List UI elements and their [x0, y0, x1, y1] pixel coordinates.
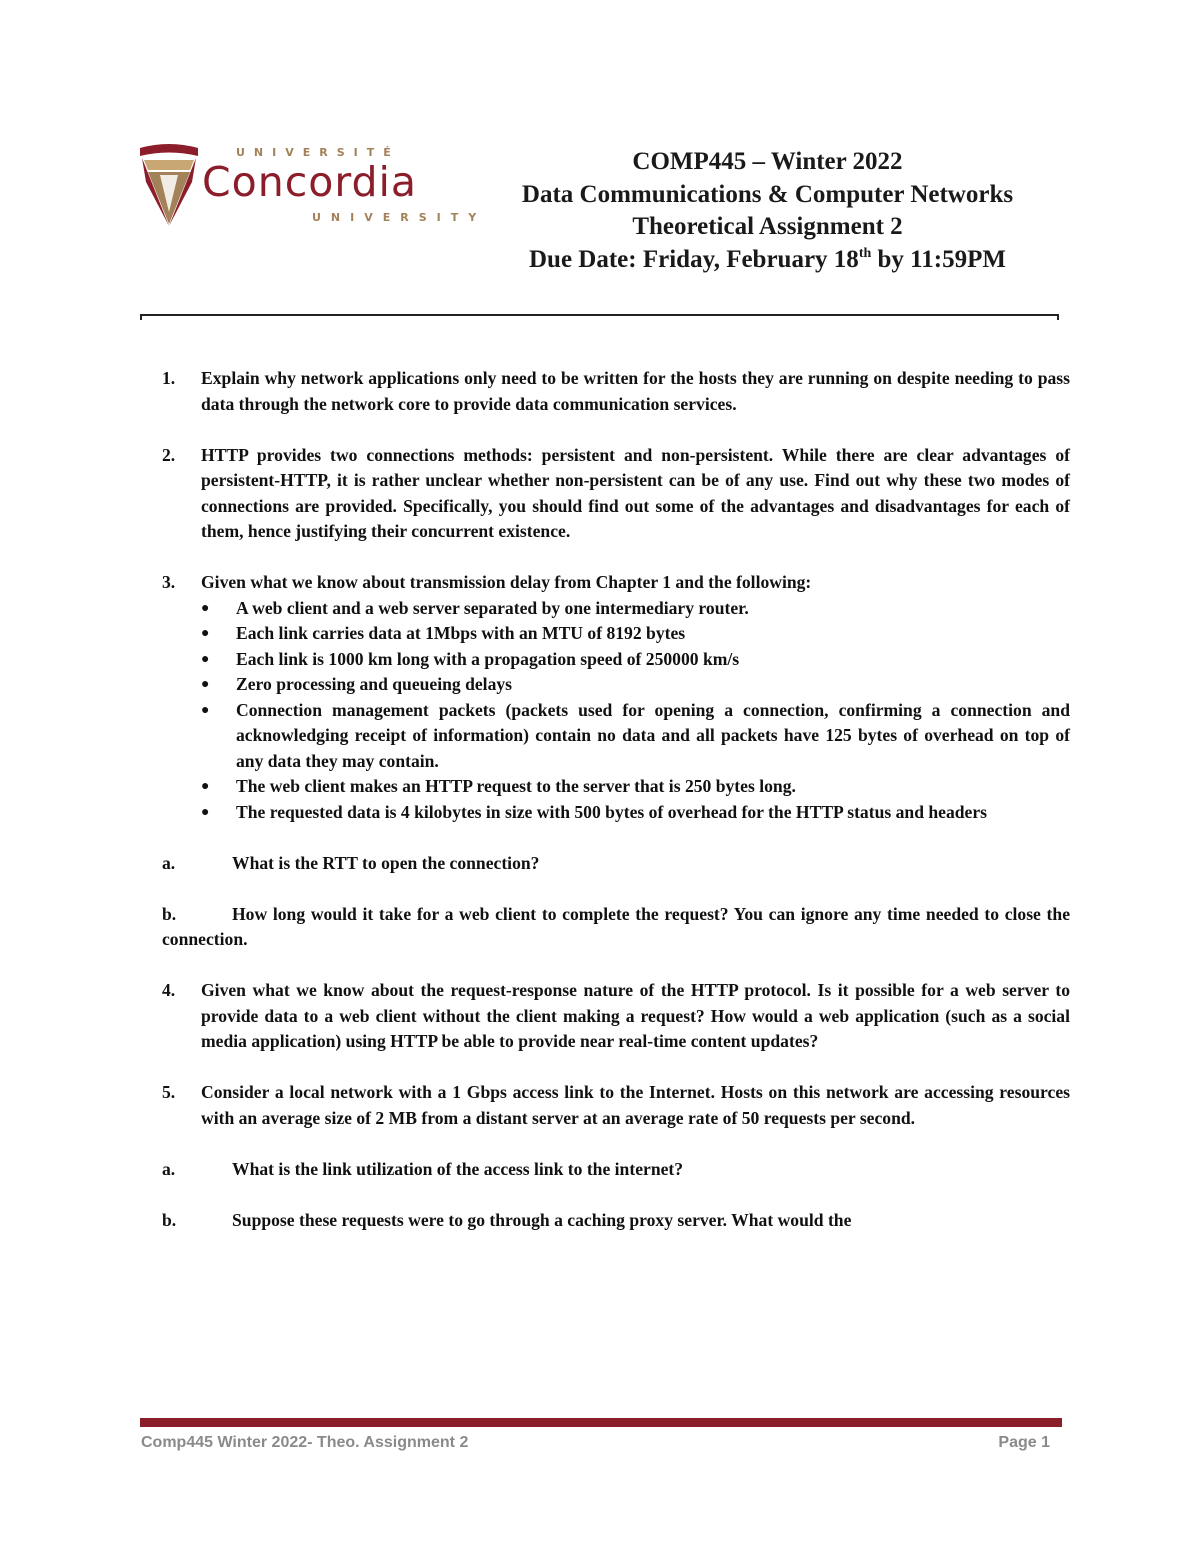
course-name: Data Communications & Computer Networks [521, 180, 1014, 208]
logo-top-text: UNIVERSITÉ [236, 146, 400, 159]
question-1 [162, 366, 1070, 417]
footer-bar [140, 1418, 1062, 1427]
bullet-item: ● Zero processing and queueing delays [201, 672, 1070, 698]
bullet-item: ● The web client makes an HTTP request to the server that is 250 bytes long. [201, 774, 1070, 800]
question-number: 4. [162, 980, 176, 1000]
due-date: Due Date: Friday, February 18th by 11:59PM [529, 245, 1006, 273]
question-number: 2. [162, 444, 176, 465]
bullet-icon: ● [201, 779, 210, 794]
concordia-logo [138, 140, 487, 230]
bullet-item: ● Each link is 1000 km long with a propagation speed of 250000 km/s [201, 647, 1070, 673]
bullet-icon: ● [201, 702, 210, 718]
bullet-icon: ● [201, 600, 210, 616]
bullet-list [201, 596, 1070, 826]
sub-question-b: b. Suppose these requests were to go through a caching proxy server. What would the [162, 1209, 852, 1230]
page-number: Page 1 [998, 1434, 1050, 1451]
question-text: Given what we know about the request-response nature of the HTTP protocol. Is it possible for a web server to provide data to a web client without the client making a request? How would a web application (such as a social media application) using HTTP be able to provide near real-time content updates? [201, 980, 1070, 1051]
header-divider [140, 314, 1059, 316]
question-list [162, 366, 1070, 1259]
bullet-item: ● The requested data is 4 kilobytes in size with 500 bytes of overhead for the HTTP status and headers [201, 800, 1070, 826]
question-text: HTTP provides two connections methods: persistent and non-persistent. While there are clear advantages of persistent-HTTP, it is rather unclear whether non-persistent can be of any use. Find out why these two modes of connections are provided. Specifically, you should find out some of the advantages and disadvantages for each of them, hence justifying their concurrent existence. [201, 444, 1070, 541]
bullet-icon: ● [201, 626, 210, 641]
logo-bottom-text: UNIVERSITY [312, 211, 487, 224]
bullet-item: ● Connection management packets (packets used for opening a connection, confirming a connection and acknowledging receipt of information) contain no data and all packets have 125 bytes of overhead on top of any data they may contain. [201, 698, 1070, 775]
header-divider-right-tick [1057, 314, 1059, 320]
bullet-icon: ● [201, 651, 210, 667]
question-text: Given what we know about transmission delay from Chapter 1 and the following: [201, 572, 812, 592]
header-divider-left-tick [140, 314, 142, 320]
question-4 [162, 978, 1070, 1055]
assignment-title: Theoretical Assignment 2 [632, 213, 903, 240]
question-text: Consider a local network with a 1 Gbps access link to the Internet. Hosts on this network are accessing resources with an average size of 2 MB from a distant server at an average rate of 50 requests per second. [201, 1082, 1070, 1128]
question-text: Explain why network applications only need to be written for the hosts they are running on despite needing to pass data through the network core to provide data communication services. [201, 368, 1070, 414]
question-2 [162, 443, 1070, 545]
question-number: 3. [162, 572, 176, 592]
course-title: COMP445 – Winter 2022 [632, 148, 903, 175]
bullet-item: ● Each link carries data at 1Mbps with an MTU of 8192 bytes [201, 621, 1070, 647]
bullet-icon: ● [201, 804, 210, 820]
question-3 [162, 570, 1070, 953]
question-number: 1. [162, 368, 176, 388]
document-header [480, 146, 1055, 276]
sub-question-a: a. What is the link utilization of the access link to the internet? [162, 1158, 684, 1179]
sub-question-a: a. What is the RTT to open the connection? [162, 852, 540, 873]
question-number: 5. [162, 1082, 176, 1102]
bullet-item: ● A web client and a web server separated by one intermediary router. [201, 596, 1070, 622]
logo-name: Concordia [202, 158, 418, 206]
footer-title: Comp445 Winter 2022- Theo. Assignment 2 [141, 1434, 469, 1451]
bullet-icon: ● [201, 677, 210, 692]
sub-question-b: b. How long would it take for a web client to complete the request? You can ignore any time needed to close the connection. [162, 903, 1070, 949]
question-5 [162, 1080, 1070, 1233]
concordia-shield-icon [138, 142, 200, 226]
